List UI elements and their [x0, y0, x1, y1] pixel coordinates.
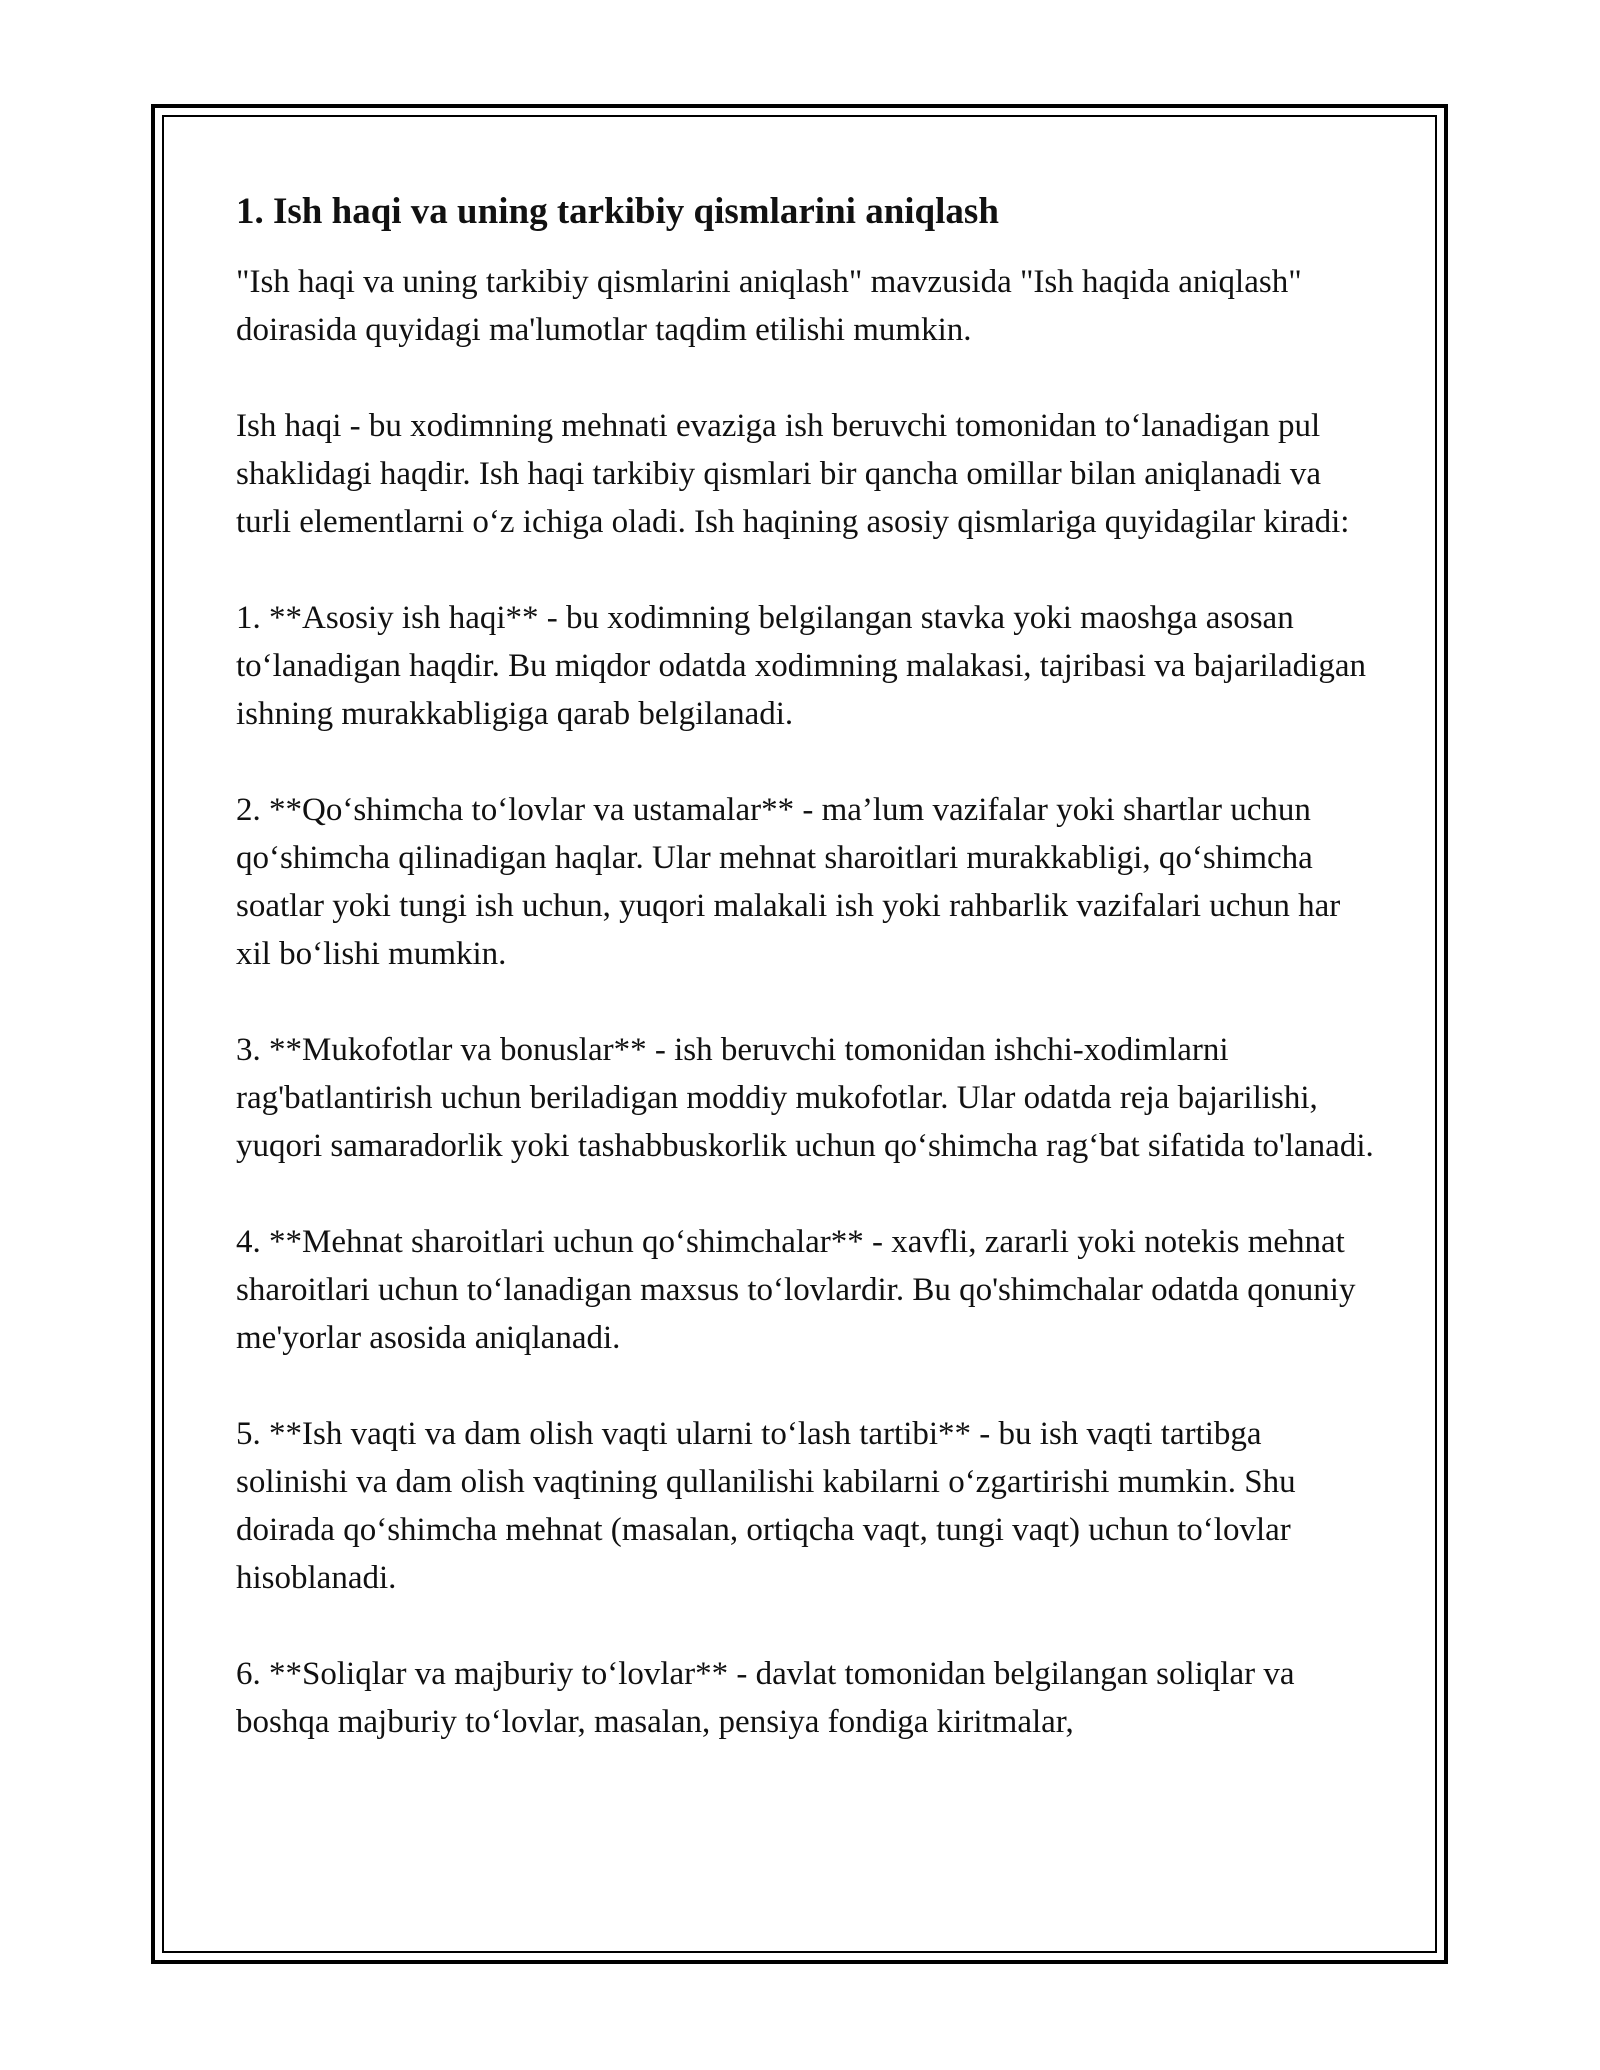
list-item-working-conditions: 4. **Mehnat sharoitlari uchun qo‘shimchalar** - xavfli, zararli yoki notekis mehnat sharoitlari uchun to‘lanadigan maxsus to‘lovlardir. Bu qo'shimchalar odatda qonuniy me'yorlar asosida aniqlanadi.	[236, 1224, 1356, 1356]
list-item-taxes: 6. **Soliqlar va majburiy to‘lovlar** - davlat tomonidan belgilangan soliqlar va boshqa majburiy to‘lovlar, masalan, pensiya fondiga kiritmalar,	[236, 1656, 1295, 1740]
intro-paragraph: "Ish haqi va uning tarkibiy qismlarini aniqlash" mavzusida "Ish haqida aniqlash" doirasida quyidagi ma'lumotlar taqdim etilishi mumkin.	[236, 264, 1302, 348]
list-item-basic-salary: 1. **Asosiy ish haqi** - bu xodimning belgilangan stavka yoki maoshga asosan to‘lanadigan haqdir. Bu miqdor odatda xodimning malakasi, tajribasi va bajariladigan ishning murakkabligiga qarab belgilanadi.	[236, 600, 1366, 732]
definition-paragraph: Ish haqi - bu xodimning mehnati evaziga ish beruvchi tomonidan to‘lanadigan pul shaklidagi haqdir. Ish haqi tarkibiy qismlari bir qancha omillar bilan aniqlanadi va turli elementlarni o‘z ichiga oladi. Ish haqining asosiy qismlariga quyidagilar kiradi:	[236, 408, 1350, 540]
list-item-working-time: 5. **Ish vaqti va dam olish vaqti ularni to‘lash tartibi** - bu ish vaqti tartibga solinishi va dam olish vaqtining qullanilishi kabilarni o‘zgartirishi mumkin. Shu doirada qo‘shimcha mehnat (masalan, ortiqcha vaqt, tungi vaqt) uchun to‘lovlar hisoblanadi.	[236, 1416, 1296, 1596]
document-body	[236, 186, 1376, 1794]
list-item-bonuses: 3. **Mukofotlar va bonuslar** - ish beruvchi tomonidan ishchi-xodimlarni rag'batlantirish uchun beriladigan moddiy mukofotlar. Ular odatda reja bajarilishi, yuqori samaradorlik yoki tashabbuskorlik uchun qo‘shimcha rag‘bat sifatida to'lanadi.	[236, 1032, 1374, 1164]
list-item-additional-payments: 2. **Qo‘shimcha to‘lovlar va ustamalar** - ma’lum vazifalar yoki shartlar uchun qo‘shimcha qilinadigan haqlar. Ular mehnat sharoitlari murakkabligi, qo‘shimcha soatlar yoki tungi ish uchun, yuqori malakali ish yoki rahbarlik vazifalari uchun har xil bo‘lishi mumkin.	[236, 792, 1341, 972]
section-title: 1. Ish haqi va uning tarkibiy qismlarini aniqlash	[236, 191, 999, 232]
